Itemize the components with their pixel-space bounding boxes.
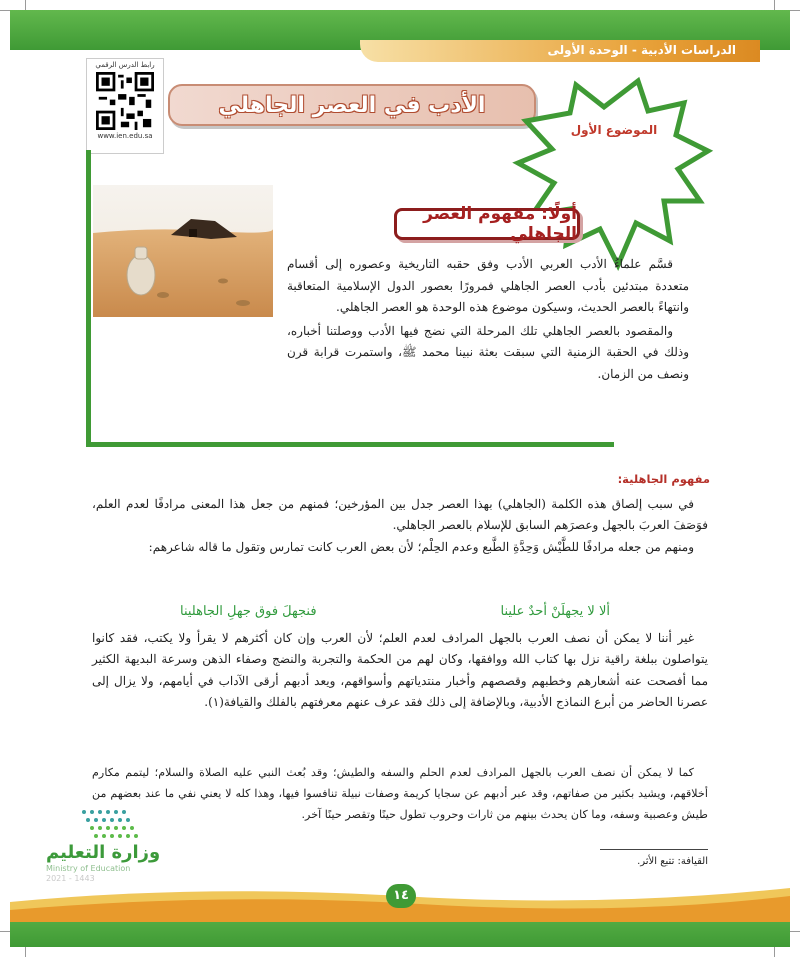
footnote: القيافة: تتبع الأثر. xyxy=(637,856,708,867)
qr-card[interactable] xyxy=(86,58,164,154)
intro-paragraph: قسَّم علماءُ الأدب العربي الأدب وفق حقبه التاريخية وعصوره إلى أقسام متعددة مبتدئين بأدب العصر الجاهلي فمرورًا بعصور الدول الإسلامية المتعاقبة وانتهاءً بالعصر الحديث، وسيكون موضوع هذه الوحدة هو العصر الجاهلي. xyxy=(287,257,689,314)
ministry-logo-icon xyxy=(76,808,148,840)
body-paragraph: غير أننا لا يمكن أن نصف العرب بالجهل المرادف لعدم العلم؛ لأن العرب وإن كان أكثرهم لا يقرأ ولا يكتب، فقد كانوا يتواصلون ببلغة راقية نزل بها كتاب الله ووافقها، وكان لهم من الحكمة والتجربة والنضج وصفاء الذهن وسرعة البديهة الكثير مما أفصحت عنه أشعارهم وخطبهم وقصصهم وأخبار منتدياتهم وأسواقهم، ويعد أدبهم أرقى الآداب في أيامهم، ولا يزال إلى عصرنا الحاضر من أبرع النماذج الأدبية، وبالإضافة إلى ذلك فقد عرف عنهم معرفتهم بالفلك والقيافة(١). xyxy=(92,631,708,709)
poetry-verse xyxy=(180,604,610,619)
intro-text xyxy=(287,254,689,385)
verse-first-hemistich: ألا لا يجهلَنْ أحدٌ علينا xyxy=(500,604,610,619)
qr-code-icon[interactable] xyxy=(96,72,154,130)
concept-heading: مفهوم الجاهلية: xyxy=(617,472,710,486)
topic-badge-label: الموضوع الأول xyxy=(570,123,658,137)
footnote-divider xyxy=(600,849,708,850)
ministry-name-en: Ministry of Education xyxy=(46,864,131,873)
page-number: ١٤ xyxy=(386,884,416,908)
ministry-year: 2021 - 1443 xyxy=(46,874,95,883)
desert-tent-image xyxy=(93,185,273,317)
qr-url-link[interactable]: www.ien.edu.sa xyxy=(97,132,153,140)
section-heading-box xyxy=(394,204,580,244)
verse-second-hemistich: فنجهلَ فوق جهلِ الجاهلينا xyxy=(180,604,317,619)
qr-caption: رابط الدرس الرقمي xyxy=(95,61,155,69)
body-paragraph: في سبب إلصاق هذه الكلمة (الجاهلي) بهذا العصر جدل بين المؤرخين؛ فمنهم من جعل هذا المعنى مرادفًا لعدم العلم، فوَصَفَ العربَ بالجهل وعصرَهم السابق للإسلام بالعصر الجاهلي. xyxy=(92,497,708,533)
lesson-title: الأدب في العصر الجاهلي xyxy=(218,92,486,118)
lesson-title-banner xyxy=(168,84,536,126)
unit-label: الدراسات الأدبية - الوحدة الأولى xyxy=(547,43,736,57)
concept-text-3 xyxy=(92,762,708,825)
body-paragraph: كما لا يمكن أن نصف العرب بالجهل المرادف لعدم الحلم والسفه والطيش؛ وقد بُعث النبي عليه الصلاة والسلام؛ ليتمم مكارم أخلاقهم، ويشيد بكثير من صفاتهم، وقد عبر أدبهم عن سجايا كريمة وصفات نبيلة تنافسوا فيها، وهذا كله لا يعني نفي ما عند بعضهم من طيش وعصبية وسفه، وما كان يحدث بينهم من ثارات وحروب تطول حينًا وتقصر حينًا آخر. xyxy=(92,766,708,821)
concept-text-2 xyxy=(92,628,708,713)
body-paragraph: ومنهم من جعله مرادفًا للطَّيْش وَحِدَّةِ الطَّبع وعدم الحِلْم؛ لأن بعض العرب كانت تمارس وتقول ما قاله شاعرهم: xyxy=(148,539,694,554)
section-heading: أولًا: مفهوم العصر الجاهلي xyxy=(423,204,577,244)
ministry-name-ar: وزارة التعليم xyxy=(46,842,161,863)
concept-text-1 xyxy=(92,494,708,558)
intro-paragraph: والمقصود بالعصر الجاهلي تلك المرحلة التي نضج فيها الأدب ووصلتنا أخباره، وذلك في الحقبة الزمنية التي سبقت بعثة نبينا محمد ﷺ، واستمرت قرابة قرن ونصف من الزمان. xyxy=(287,323,689,381)
